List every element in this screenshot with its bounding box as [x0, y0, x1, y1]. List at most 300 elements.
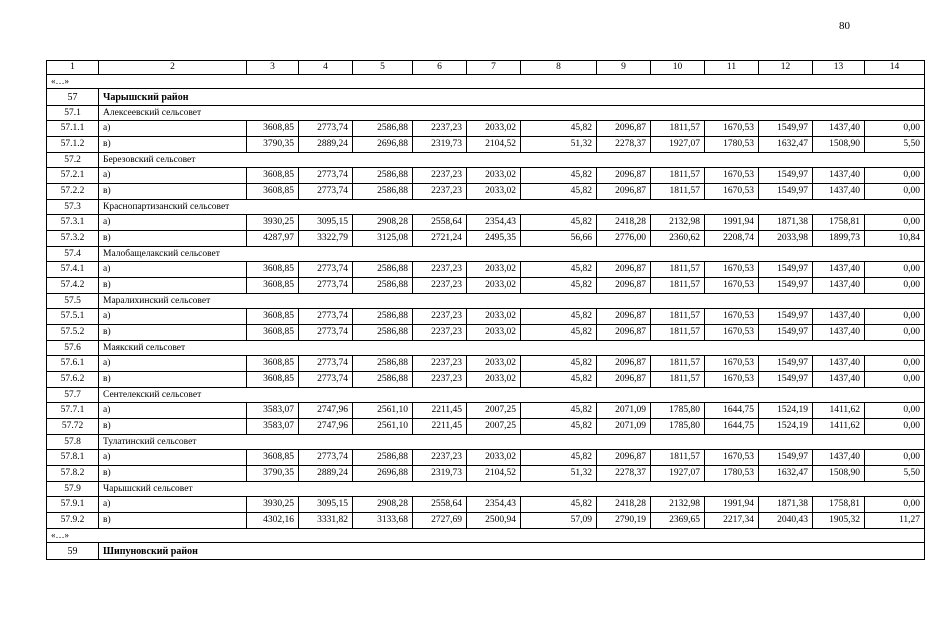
- value-cell: 1780,53: [705, 137, 759, 153]
- row-label: а): [99, 215, 247, 231]
- value-cell: 1927,07: [651, 466, 705, 482]
- table-row: [47, 372, 925, 388]
- value-cell: 2586,88: [353, 262, 413, 278]
- value-cell: 1811,57: [651, 184, 705, 200]
- section-row: [47, 388, 925, 403]
- row-code: 57.1.1: [47, 121, 99, 137]
- value-cell: 45,82: [521, 309, 597, 325]
- value-cell: 1437,40: [813, 325, 865, 341]
- value-cell: 2211,45: [413, 403, 467, 419]
- row-label: в): [99, 372, 247, 388]
- value-cell: 0,00: [865, 278, 925, 294]
- value-cell: 2007,25: [467, 403, 521, 419]
- value-cell: 45,82: [521, 497, 597, 513]
- column-number: 9: [597, 61, 651, 75]
- value-cell: 2071,09: [597, 403, 651, 419]
- section-name: Чарышский сельсовет: [99, 482, 925, 497]
- value-cell: 2278,37: [597, 466, 651, 482]
- value-cell: 2237,23: [413, 450, 467, 466]
- value-cell: 2033,02: [467, 121, 521, 137]
- ellipsis-row: [47, 529, 925, 543]
- section-code: 57.6: [47, 341, 99, 356]
- value-cell: 1758,81: [813, 497, 865, 513]
- value-cell: 3095,15: [299, 497, 353, 513]
- section-name: Сентелекский сельсовет: [99, 388, 925, 403]
- table-row: [47, 262, 925, 278]
- value-cell: 2033,02: [467, 278, 521, 294]
- value-cell: 0,00: [865, 121, 925, 137]
- value-cell: 2773,74: [299, 121, 353, 137]
- value-cell: 1508,90: [813, 466, 865, 482]
- value-cell: 10,84: [865, 231, 925, 247]
- value-cell: 45,82: [521, 215, 597, 231]
- value-cell: 1437,40: [813, 356, 865, 372]
- value-cell: 2558,64: [413, 497, 467, 513]
- row-label: в): [99, 419, 247, 435]
- value-cell: 2773,74: [299, 450, 353, 466]
- value-cell: 2033,02: [467, 356, 521, 372]
- section-code: 57.2: [47, 153, 99, 168]
- section-row: [47, 341, 925, 356]
- value-cell: 3608,85: [247, 262, 299, 278]
- value-cell: 2773,74: [299, 325, 353, 341]
- value-cell: 2096,87: [597, 450, 651, 466]
- value-cell: 1811,57: [651, 372, 705, 388]
- value-cell: 2104,52: [467, 137, 521, 153]
- value-cell: 4287,97: [247, 231, 299, 247]
- column-number: 13: [813, 61, 865, 75]
- value-cell: 0,00: [865, 419, 925, 435]
- value-cell: 2418,28: [597, 215, 651, 231]
- value-cell: 2096,87: [597, 325, 651, 341]
- value-cell: 0,00: [865, 184, 925, 200]
- value-cell: 1437,40: [813, 168, 865, 184]
- value-cell: 2237,23: [413, 262, 467, 278]
- value-cell: 1670,53: [705, 121, 759, 137]
- district-name: Шипуновский район: [99, 543, 925, 560]
- value-cell: 2319,73: [413, 466, 467, 482]
- value-cell: 0,00: [865, 372, 925, 388]
- column-number: 2: [99, 61, 247, 75]
- section-code: 57.1: [47, 106, 99, 121]
- section-code: 57.4: [47, 247, 99, 262]
- row-label: в): [99, 184, 247, 200]
- table-row: [47, 121, 925, 137]
- value-cell: 1437,40: [813, 309, 865, 325]
- value-cell: 1811,57: [651, 278, 705, 294]
- value-cell: 1549,97: [759, 278, 813, 294]
- row-code: 57.7.1: [47, 403, 99, 419]
- table-row: [47, 419, 925, 435]
- page-number: 80: [839, 20, 850, 32]
- value-cell: 1670,53: [705, 356, 759, 372]
- district-name: Чарышский район: [99, 89, 925, 106]
- value-cell: 1811,57: [651, 168, 705, 184]
- table-row: [47, 278, 925, 294]
- column-number: 11: [705, 61, 759, 75]
- value-cell: 0,00: [865, 403, 925, 419]
- tariff-table: [46, 60, 925, 560]
- row-label: а): [99, 450, 247, 466]
- value-cell: 3608,85: [247, 168, 299, 184]
- value-cell: 2773,74: [299, 278, 353, 294]
- value-cell: 1549,97: [759, 325, 813, 341]
- value-cell: 2096,87: [597, 184, 651, 200]
- value-cell: 1927,07: [651, 137, 705, 153]
- value-cell: 2773,74: [299, 262, 353, 278]
- column-number: 10: [651, 61, 705, 75]
- value-cell: 45,82: [521, 278, 597, 294]
- value-cell: 1758,81: [813, 215, 865, 231]
- value-cell: 2495,35: [467, 231, 521, 247]
- value-cell: 2586,88: [353, 325, 413, 341]
- value-cell: 2278,37: [597, 137, 651, 153]
- row-code: 57.8.2: [47, 466, 99, 482]
- section-row: [47, 294, 925, 309]
- value-cell: 2217,34: [705, 513, 759, 529]
- row-code: 57.6.1: [47, 356, 99, 372]
- value-cell: 45,82: [521, 121, 597, 137]
- value-cell: 1991,94: [705, 497, 759, 513]
- value-cell: 4302,16: [247, 513, 299, 529]
- value-cell: 2558,64: [413, 215, 467, 231]
- district-code: 59: [47, 543, 99, 560]
- section-code: 57.3: [47, 200, 99, 215]
- value-cell: 45,82: [521, 403, 597, 419]
- section-row: [47, 482, 925, 497]
- value-cell: 1549,97: [759, 121, 813, 137]
- value-cell: 1644,75: [705, 419, 759, 435]
- value-cell: 2561,10: [353, 403, 413, 419]
- value-cell: 2773,74: [299, 372, 353, 388]
- value-cell: 3608,85: [247, 309, 299, 325]
- value-cell: 1632,47: [759, 137, 813, 153]
- value-cell: 3608,85: [247, 184, 299, 200]
- value-cell: 3930,25: [247, 497, 299, 513]
- value-cell: 2096,87: [597, 372, 651, 388]
- value-cell: 1670,53: [705, 168, 759, 184]
- value-cell: 1785,80: [651, 419, 705, 435]
- ellipsis-row: [47, 75, 925, 89]
- value-cell: 2237,23: [413, 121, 467, 137]
- value-cell: 1811,57: [651, 121, 705, 137]
- table-row: [47, 497, 925, 513]
- value-cell: 3608,85: [247, 325, 299, 341]
- section-code: 57.5: [47, 294, 99, 309]
- column-number: 12: [759, 61, 813, 75]
- value-cell: 2586,88: [353, 372, 413, 388]
- value-cell: 1670,53: [705, 262, 759, 278]
- row-code: 57.9.1: [47, 497, 99, 513]
- value-cell: 2237,23: [413, 356, 467, 372]
- value-cell: 1549,97: [759, 356, 813, 372]
- value-cell: 0,00: [865, 168, 925, 184]
- column-number: 4: [299, 61, 353, 75]
- section-name: Краснопартизанский сельсовет: [99, 200, 925, 215]
- value-cell: 51,32: [521, 137, 597, 153]
- row-code: 57.3.1: [47, 215, 99, 231]
- value-cell: 3790,35: [247, 466, 299, 482]
- value-cell: 3608,85: [247, 372, 299, 388]
- row-code: 57.1.2: [47, 137, 99, 153]
- value-cell: 2790,19: [597, 513, 651, 529]
- value-cell: 3322,79: [299, 231, 353, 247]
- value-cell: 1524,19: [759, 403, 813, 419]
- value-cell: 1670,53: [705, 450, 759, 466]
- row-code: 57.5.1: [47, 309, 99, 325]
- table-row: [47, 450, 925, 466]
- value-cell: 3608,85: [247, 356, 299, 372]
- value-cell: 2586,88: [353, 184, 413, 200]
- value-cell: 2040,43: [759, 513, 813, 529]
- value-cell: 3608,85: [247, 278, 299, 294]
- row-code: 57.2.1: [47, 168, 99, 184]
- value-cell: 2586,88: [353, 168, 413, 184]
- row-code: 57.8.1: [47, 450, 99, 466]
- value-cell: 2586,88: [353, 309, 413, 325]
- row-label: в): [99, 231, 247, 247]
- value-cell: 1549,97: [759, 372, 813, 388]
- section-code: 57.7: [47, 388, 99, 403]
- value-cell: 2561,10: [353, 419, 413, 435]
- value-cell: 3331,82: [299, 513, 353, 529]
- value-cell: 1437,40: [813, 372, 865, 388]
- header-row: [47, 61, 925, 75]
- value-cell: 1508,90: [813, 137, 865, 153]
- value-cell: 1644,75: [705, 403, 759, 419]
- value-cell: 45,82: [521, 419, 597, 435]
- value-cell: 3133,68: [353, 513, 413, 529]
- value-cell: 0,00: [865, 450, 925, 466]
- row-code: 57.72: [47, 419, 99, 435]
- value-cell: 2033,02: [467, 168, 521, 184]
- value-cell: 2369,65: [651, 513, 705, 529]
- value-cell: 2696,88: [353, 466, 413, 482]
- value-cell: 1811,57: [651, 450, 705, 466]
- section-name: Маякский сельсовет: [99, 341, 925, 356]
- value-cell: 45,82: [521, 372, 597, 388]
- section-row: [47, 200, 925, 215]
- value-cell: 2360,62: [651, 231, 705, 247]
- value-cell: 0,00: [865, 497, 925, 513]
- section-name: Малобащелакский сельсовет: [99, 247, 925, 262]
- value-cell: 2500,94: [467, 513, 521, 529]
- value-cell: 0,00: [865, 309, 925, 325]
- value-cell: 45,82: [521, 356, 597, 372]
- row-label: а): [99, 262, 247, 278]
- value-cell: 2319,73: [413, 137, 467, 153]
- value-cell: 1905,32: [813, 513, 865, 529]
- column-number: 8: [521, 61, 597, 75]
- value-cell: 1899,73: [813, 231, 865, 247]
- value-cell: 2033,02: [467, 450, 521, 466]
- table-row: [47, 215, 925, 231]
- value-cell: 5,50: [865, 137, 925, 153]
- table-row: [47, 231, 925, 247]
- value-cell: 2096,87: [597, 356, 651, 372]
- value-cell: 1437,40: [813, 262, 865, 278]
- value-cell: 2586,88: [353, 121, 413, 137]
- value-cell: 1549,97: [759, 309, 813, 325]
- value-cell: 45,82: [521, 184, 597, 200]
- value-cell: 2237,23: [413, 325, 467, 341]
- value-cell: 1811,57: [651, 325, 705, 341]
- table-row: [47, 356, 925, 372]
- value-cell: 2889,24: [299, 137, 353, 153]
- value-cell: 2071,09: [597, 419, 651, 435]
- value-cell: 1549,97: [759, 184, 813, 200]
- value-cell: 1811,57: [651, 262, 705, 278]
- section-code: 57.8: [47, 435, 99, 450]
- row-code: 57.3.2: [47, 231, 99, 247]
- value-cell: 2908,28: [353, 497, 413, 513]
- value-cell: 3930,25: [247, 215, 299, 231]
- value-cell: 2586,88: [353, 278, 413, 294]
- value-cell: 45,82: [521, 262, 597, 278]
- value-cell: 2773,74: [299, 309, 353, 325]
- value-cell: 1871,38: [759, 497, 813, 513]
- row-label: в): [99, 325, 247, 341]
- row-code: 57.4.1: [47, 262, 99, 278]
- value-cell: 3095,15: [299, 215, 353, 231]
- column-number: 1: [47, 61, 99, 75]
- section-row: [47, 153, 925, 168]
- value-cell: 2889,24: [299, 466, 353, 482]
- value-cell: 45,82: [521, 450, 597, 466]
- row-code: 57.2.2: [47, 184, 99, 200]
- value-cell: 2354,43: [467, 215, 521, 231]
- value-cell: 2033,02: [467, 184, 521, 200]
- value-cell: 2033,98: [759, 231, 813, 247]
- value-cell: 0,00: [865, 356, 925, 372]
- row-label: а): [99, 497, 247, 513]
- value-cell: 2237,23: [413, 372, 467, 388]
- value-cell: 1549,97: [759, 450, 813, 466]
- value-cell: 5,50: [865, 466, 925, 482]
- value-cell: 2096,87: [597, 278, 651, 294]
- value-cell: 2773,74: [299, 184, 353, 200]
- value-cell: 0,00: [865, 215, 925, 231]
- value-cell: 1811,57: [651, 309, 705, 325]
- value-cell: 1437,40: [813, 184, 865, 200]
- section-name: Алексеевский сельсовет: [99, 106, 925, 121]
- table-row: [47, 466, 925, 482]
- value-cell: 2033,02: [467, 309, 521, 325]
- section-row: [47, 247, 925, 262]
- section-row: [47, 435, 925, 450]
- row-label: а): [99, 356, 247, 372]
- table-row: [47, 137, 925, 153]
- value-cell: 3125,08: [353, 231, 413, 247]
- row-label: а): [99, 309, 247, 325]
- value-cell: 2237,23: [413, 184, 467, 200]
- value-cell: 3790,35: [247, 137, 299, 153]
- row-code: 57.4.2: [47, 278, 99, 294]
- value-cell: 2747,96: [299, 403, 353, 419]
- row-code: 57.5.2: [47, 325, 99, 341]
- section-name: Маралихинский сельсовет: [99, 294, 925, 309]
- value-cell: 1811,57: [651, 356, 705, 372]
- value-cell: 2096,87: [597, 262, 651, 278]
- value-cell: 56,66: [521, 231, 597, 247]
- value-cell: 3583,07: [247, 419, 299, 435]
- value-cell: 2354,43: [467, 497, 521, 513]
- value-cell: 45,82: [521, 168, 597, 184]
- value-cell: 2132,98: [651, 215, 705, 231]
- table-row: [47, 325, 925, 341]
- value-cell: 2096,87: [597, 121, 651, 137]
- value-cell: 45,82: [521, 325, 597, 341]
- value-cell: 2033,02: [467, 372, 521, 388]
- value-cell: 11,27: [865, 513, 925, 529]
- value-cell: 3608,85: [247, 450, 299, 466]
- value-cell: 2237,23: [413, 278, 467, 294]
- column-number: 6: [413, 61, 467, 75]
- value-cell: 2418,28: [597, 497, 651, 513]
- section-name: Тулатинский сельсовет: [99, 435, 925, 450]
- value-cell: 1670,53: [705, 278, 759, 294]
- ellipsis-mark: «…»: [47, 529, 925, 543]
- value-cell: 3608,85: [247, 121, 299, 137]
- table-row: [47, 309, 925, 325]
- value-cell: 2773,74: [299, 356, 353, 372]
- value-cell: 2104,52: [467, 466, 521, 482]
- value-cell: 2696,88: [353, 137, 413, 153]
- district-row: [47, 89, 925, 106]
- value-cell: 2132,98: [651, 497, 705, 513]
- row-label: а): [99, 121, 247, 137]
- row-label: в): [99, 137, 247, 153]
- value-cell: 1437,40: [813, 121, 865, 137]
- value-cell: 1524,19: [759, 419, 813, 435]
- value-cell: 2237,23: [413, 168, 467, 184]
- value-cell: 2211,45: [413, 419, 467, 435]
- value-cell: 1549,97: [759, 168, 813, 184]
- row-label: в): [99, 513, 247, 529]
- value-cell: 2721,24: [413, 231, 467, 247]
- section-code: 57.9: [47, 482, 99, 497]
- table-row: [47, 168, 925, 184]
- value-cell: 2908,28: [353, 215, 413, 231]
- value-cell: 1785,80: [651, 403, 705, 419]
- value-cell: 1871,38: [759, 215, 813, 231]
- value-cell: 2007,25: [467, 419, 521, 435]
- value-cell: 2586,88: [353, 450, 413, 466]
- district-code: 57: [47, 89, 99, 106]
- value-cell: 1437,40: [813, 450, 865, 466]
- section-row: [47, 106, 925, 121]
- value-cell: 3583,07: [247, 403, 299, 419]
- row-label: в): [99, 278, 247, 294]
- value-cell: 0,00: [865, 262, 925, 278]
- value-cell: 1670,53: [705, 184, 759, 200]
- value-cell: 1549,97: [759, 262, 813, 278]
- table-row: [47, 184, 925, 200]
- value-cell: 51,32: [521, 466, 597, 482]
- column-number: 14: [865, 61, 925, 75]
- value-cell: 1411,62: [813, 403, 865, 419]
- value-cell: 1632,47: [759, 466, 813, 482]
- value-cell: 2096,87: [597, 309, 651, 325]
- value-cell: 2776,00: [597, 231, 651, 247]
- table-row: [47, 403, 925, 419]
- value-cell: 1670,53: [705, 372, 759, 388]
- row-label: а): [99, 168, 247, 184]
- section-name: Березовский сельсовет: [99, 153, 925, 168]
- value-cell: 2727,69: [413, 513, 467, 529]
- value-cell: 2033,02: [467, 262, 521, 278]
- value-cell: 2033,02: [467, 325, 521, 341]
